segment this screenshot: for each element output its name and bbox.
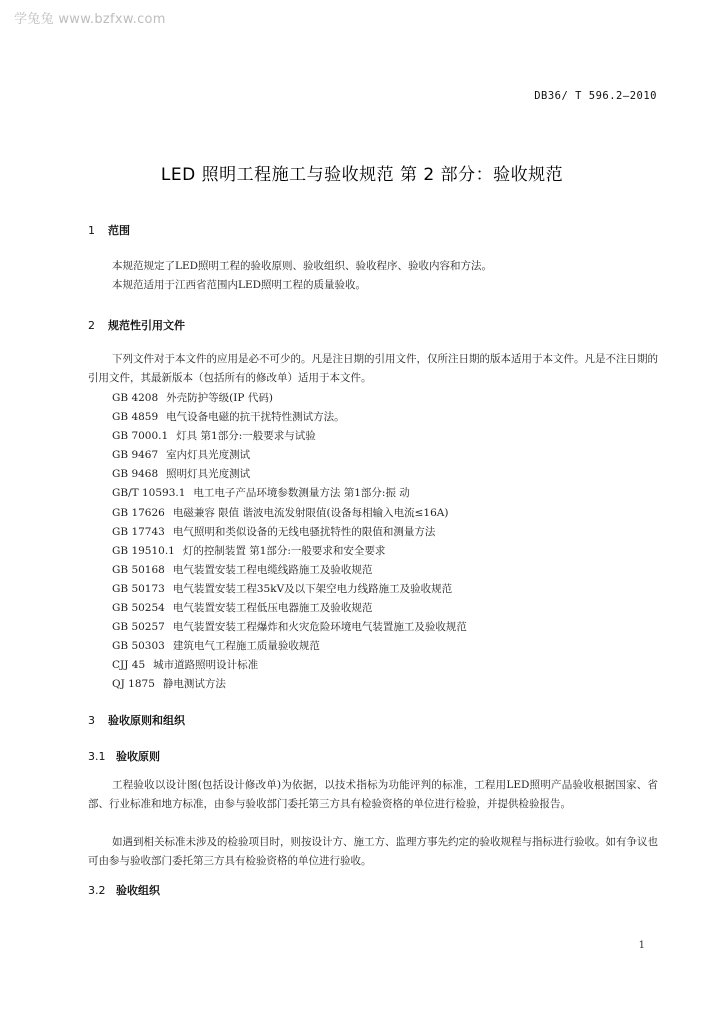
reference-code: GB 50173: [112, 582, 165, 595]
reference-item: [112, 389, 467, 408]
paragraph: 工程验收以设计图(包括设计修改单)为依据，以技术指标为功能评判的标准，工程用LED照明产品验收根据国家、省部、行业标准和地方标准，由参与验收部门委托第三方具有检验资格的单位进行检验，并提供检验报告。: [88, 779, 658, 810]
subsection-number: 3.1: [88, 750, 106, 763]
intro-paragraph: 下列文件对于本文件的应用是必不可少的。凡是注日期的引用文件，仅所注日期的版本适用于本文件。凡是不注日期的引用文件，其最新版本（包括所有的修改单）适用于本文件。: [88, 353, 658, 384]
watermark: 学兔兔 www.bzfxw.com: [14, 12, 166, 27]
reference-name: 照明灯具光度测试: [166, 468, 251, 481]
reference-code: GB 50254: [112, 602, 165, 615]
reference-item: [112, 618, 467, 637]
page-number: 1: [638, 940, 645, 951]
section-number: 3: [88, 714, 95, 727]
reference-code: GB 50303: [112, 640, 165, 653]
reference-code: GB 50257: [112, 621, 165, 634]
reference-name: 电气装置安装工程爆炸和火灾危险环境电气装置施工及验收规范: [172, 621, 467, 634]
reference-item: [112, 484, 467, 503]
reference-item: [112, 675, 467, 694]
reference-item: [112, 656, 467, 675]
section-1-heading: [88, 222, 130, 238]
section-2-heading: [88, 317, 185, 333]
reference-code: GB/T 10593.1: [112, 487, 186, 500]
subsection-3-1-heading: [88, 748, 160, 764]
reference-code: GB 19510.1: [112, 544, 175, 557]
reference-name: 静电测试方法: [162, 678, 226, 691]
reference-name: 电气设备电磁的抗干扰特性测试方法。: [166, 411, 345, 424]
reference-code: CJJ 45: [112, 659, 146, 672]
reference-code: GB 9467: [112, 449, 159, 462]
reference-item: [112, 599, 467, 618]
reference-name: 电工电子产品环境参数测量方法 第1部分:振 动: [193, 487, 410, 500]
section-title: 范围: [108, 224, 130, 237]
document-title: LED 照明工程施工与验收规范 第 2 部分：验收规范: [160, 165, 564, 185]
paragraph: 本规范适用于江西省范围内LED照明工程的质量验收。: [112, 279, 367, 291]
reference-name: 外壳防护等级(IP 代码): [166, 392, 273, 404]
reference-code: GB 17626: [112, 506, 165, 519]
reference-name: 电气装置安装工程35kV及以下架空电力线路施工及验收规范: [172, 582, 453, 595]
reference-list: [112, 389, 467, 695]
section-number: 2: [88, 319, 95, 332]
reference-code: GB 17743: [112, 525, 165, 538]
paragraph: 如遇到相关标准未涉及的检验项目时，则按设计方、施工方、监理方事先约定的验收规程与指标进行验收。如有争议也可由参与验收部门委托第三方具有检验资格的单位进行验收。: [88, 836, 658, 867]
section-number: 1: [88, 224, 95, 237]
reference-code: GB 7000.1: [112, 430, 169, 443]
reference-item: [112, 465, 467, 484]
reference-item: [112, 580, 467, 599]
reference-code: GB 4208: [112, 392, 159, 404]
reference-name: 灯具 第1部分:一般要求与试验: [176, 430, 316, 443]
reference-name: 灯的控制装置 第1部分:一般要求和安全要求: [182, 544, 386, 557]
reference-name: 电磁兼容 限值 谐波电流发射限值(设备每相输入电流≤16A): [172, 506, 449, 519]
reference-name: 建筑电气工程施工质量验收规范: [172, 640, 320, 653]
reference-item: [112, 637, 467, 656]
reference-item: [112, 446, 467, 465]
subsection-number: 3.2: [88, 884, 106, 897]
reference-item: [112, 523, 467, 542]
standard-number: DB36/ T 596.2—2010: [534, 90, 657, 102]
reference-name: 城市道路照明设计标准: [153, 659, 259, 672]
reference-name: 电气装置安装工程电缆线路施工及验收规范: [172, 563, 373, 576]
reference-item: [112, 408, 467, 427]
section-title: 验收原则和组织: [108, 714, 185, 727]
section-3-heading: [88, 712, 185, 728]
reference-item: [112, 504, 467, 523]
reference-code: GB 4859: [112, 411, 159, 424]
subsection-title: 验收组织: [116, 884, 160, 897]
reference-name: 电气装置安装工程低压电器施工及验收规范: [172, 602, 373, 615]
section-title: 规范性引用文件: [108, 319, 185, 332]
reference-item: [112, 542, 467, 561]
reference-item: [112, 427, 467, 446]
reference-item: [112, 561, 467, 580]
reference-name: 室内灯具光度测试: [166, 449, 251, 462]
subsection-title: 验收原则: [116, 750, 160, 763]
subsection-3-2-heading: [88, 882, 160, 898]
paragraph: 本规范规定了LED照明工程的验收原则、验收组织、验收程序、验收内容和方法。: [112, 260, 493, 272]
reference-code: GB 9468: [112, 468, 159, 481]
reference-name: 电气照明和类似设备的无线电骚扰特性的限值和测量方法: [172, 525, 436, 538]
reference-code: QJ 1875: [112, 678, 155, 691]
reference-code: GB 50168: [112, 563, 165, 576]
